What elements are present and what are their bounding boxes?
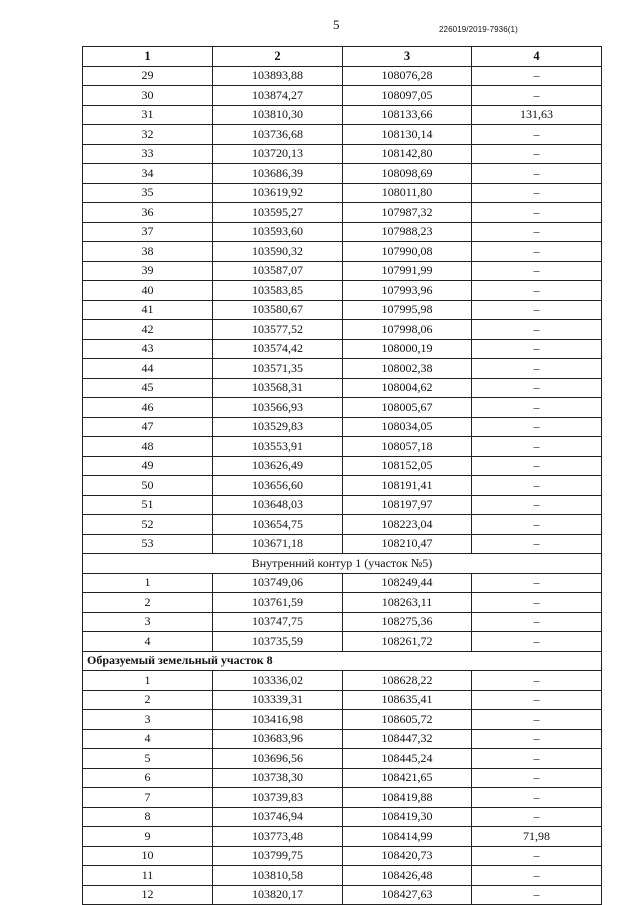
y-coordinate-cell: 108445,24	[343, 749, 472, 769]
distance-cell: –	[472, 768, 602, 788]
distance-cell: –	[472, 729, 602, 749]
y-coordinate-cell: 108133,66	[343, 105, 472, 125]
table-row	[83, 242, 602, 262]
y-coordinate-cell: 108210,47	[343, 534, 472, 554]
distance-cell: 131,63	[472, 105, 602, 125]
table-row	[83, 398, 602, 418]
point-number-cell: 44	[83, 359, 213, 379]
table-row	[83, 437, 602, 457]
table-row	[83, 144, 602, 164]
table-row	[83, 339, 602, 359]
x-coordinate-cell: 103553,91	[213, 437, 343, 457]
distance-cell: –	[472, 222, 602, 242]
x-coordinate-cell: 103810,58	[213, 866, 343, 886]
table-row	[83, 359, 602, 379]
y-coordinate-cell: 108249,44	[343, 573, 472, 593]
table-row	[83, 86, 602, 106]
x-coordinate-cell: 103773,48	[213, 827, 343, 847]
distance-cell: –	[472, 807, 602, 827]
distance-cell: –	[472, 437, 602, 457]
x-coordinate-cell: 103874,27	[213, 86, 343, 106]
distance-cell: –	[472, 281, 602, 301]
x-coordinate-cell: 103720,13	[213, 144, 343, 164]
column-header: 3	[343, 47, 472, 67]
point-number-cell: 34	[83, 164, 213, 184]
y-coordinate-cell: 108142,80	[343, 144, 472, 164]
point-number-cell: 7	[83, 788, 213, 808]
table-row	[83, 417, 602, 437]
table-body	[83, 66, 602, 905]
y-coordinate-cell: 107993,96	[343, 281, 472, 301]
y-coordinate-cell: 108034,05	[343, 417, 472, 437]
point-number-cell: 8	[83, 807, 213, 827]
y-coordinate-cell: 108002,38	[343, 359, 472, 379]
distance-cell: –	[472, 632, 602, 652]
point-number-cell: 10	[83, 846, 213, 866]
point-number-cell: 46	[83, 398, 213, 418]
x-coordinate-cell: 103810,30	[213, 105, 343, 125]
y-coordinate-cell: 108197,97	[343, 495, 472, 515]
point-number-cell: 30	[83, 86, 213, 106]
y-coordinate-cell: 107995,98	[343, 300, 472, 320]
distance-cell: –	[472, 495, 602, 515]
table-row	[83, 378, 602, 398]
point-number-cell: 31	[83, 105, 213, 125]
point-number-cell: 2	[83, 593, 213, 613]
table-row	[83, 164, 602, 184]
table-row	[83, 495, 602, 515]
table-row	[83, 125, 602, 145]
point-number-cell: 29	[83, 66, 213, 86]
point-number-cell: 32	[83, 125, 213, 145]
y-coordinate-cell: 108419,30	[343, 807, 472, 827]
distance-cell: –	[472, 690, 602, 710]
point-number-cell: 11	[83, 866, 213, 886]
point-number-cell: 47	[83, 417, 213, 437]
page-number: 5	[333, 17, 340, 32]
y-coordinate-cell: 107987,32	[343, 203, 472, 223]
x-coordinate-cell: 103619,92	[213, 183, 343, 203]
distance-cell: –	[472, 476, 602, 496]
table-header-row	[83, 47, 602, 67]
point-number-cell: 45	[83, 378, 213, 398]
distance-cell: 71,98	[472, 827, 602, 847]
y-coordinate-cell: 108421,65	[343, 768, 472, 788]
table-row	[83, 203, 602, 223]
point-number-cell: 38	[83, 242, 213, 262]
table-row	[83, 710, 602, 730]
point-number-cell: 41	[83, 300, 213, 320]
table-row	[83, 222, 602, 242]
distance-cell: –	[472, 866, 602, 886]
point-number-cell: 6	[83, 768, 213, 788]
x-coordinate-cell: 103416,98	[213, 710, 343, 730]
point-number-cell: 40	[83, 281, 213, 301]
distance-cell: –	[472, 749, 602, 769]
y-coordinate-cell: 108263,11	[343, 593, 472, 613]
table-row	[83, 534, 602, 554]
y-coordinate-cell: 108447,32	[343, 729, 472, 749]
point-number-cell: 3	[83, 710, 213, 730]
table-row	[83, 768, 602, 788]
x-coordinate-cell: 103590,32	[213, 242, 343, 262]
x-coordinate-cell: 103336,02	[213, 671, 343, 691]
x-coordinate-cell: 103686,39	[213, 164, 343, 184]
x-coordinate-cell: 103893,88	[213, 66, 343, 86]
distance-cell: –	[472, 203, 602, 223]
y-coordinate-cell: 108605,72	[343, 710, 472, 730]
x-coordinate-cell: 103746,94	[213, 807, 343, 827]
x-coordinate-cell: 103593,60	[213, 222, 343, 242]
x-coordinate-cell: 103574,42	[213, 339, 343, 359]
distance-cell: –	[472, 846, 602, 866]
y-coordinate-cell: 108076,28	[343, 66, 472, 86]
table-row	[83, 320, 602, 340]
distance-cell: –	[472, 398, 602, 418]
y-coordinate-cell: 107991,99	[343, 261, 472, 281]
distance-cell: –	[472, 144, 602, 164]
x-coordinate-cell: 103580,67	[213, 300, 343, 320]
distance-cell: –	[472, 242, 602, 262]
point-number-cell: 53	[83, 534, 213, 554]
y-coordinate-cell: 107988,23	[343, 222, 472, 242]
table-row	[83, 593, 602, 613]
distance-cell: –	[472, 710, 602, 730]
distance-cell: –	[472, 612, 602, 632]
x-coordinate-cell: 103626,49	[213, 456, 343, 476]
x-coordinate-cell: 103738,30	[213, 768, 343, 788]
x-coordinate-cell: 103566,93	[213, 398, 343, 418]
x-coordinate-cell: 103747,75	[213, 612, 343, 632]
x-coordinate-cell: 103577,52	[213, 320, 343, 340]
point-number-cell: 2	[83, 690, 213, 710]
section-header-row	[83, 554, 602, 574]
distance-cell: –	[472, 339, 602, 359]
table-row	[83, 729, 602, 749]
table-row	[83, 671, 602, 691]
y-coordinate-cell: 108426,48	[343, 866, 472, 886]
point-number-cell: 49	[83, 456, 213, 476]
x-coordinate-cell: 103749,06	[213, 573, 343, 593]
y-coordinate-cell: 108419,88	[343, 788, 472, 808]
point-number-cell: 39	[83, 261, 213, 281]
x-coordinate-cell: 103648,03	[213, 495, 343, 515]
point-number-cell: 33	[83, 144, 213, 164]
table-row	[83, 846, 602, 866]
x-coordinate-cell: 103761,59	[213, 593, 343, 613]
distance-cell: –	[472, 261, 602, 281]
x-coordinate-cell: 103339,31	[213, 690, 343, 710]
point-number-cell: 52	[83, 515, 213, 535]
point-number-cell: 9	[83, 827, 213, 847]
y-coordinate-cell: 108152,05	[343, 456, 472, 476]
y-coordinate-cell: 108097,05	[343, 86, 472, 106]
point-number-cell: 42	[83, 320, 213, 340]
y-coordinate-cell: 107990,08	[343, 242, 472, 262]
distance-cell: –	[472, 320, 602, 340]
column-header: 1	[83, 47, 213, 67]
table-row	[83, 866, 602, 886]
x-coordinate-cell: 103656,60	[213, 476, 343, 496]
x-coordinate-cell: 103820,17	[213, 885, 343, 905]
point-number-cell: 36	[83, 203, 213, 223]
table-row	[83, 807, 602, 827]
x-coordinate-cell: 103529,83	[213, 417, 343, 437]
x-coordinate-cell: 103595,27	[213, 203, 343, 223]
table-row	[83, 515, 602, 535]
table-row	[83, 456, 602, 476]
x-coordinate-cell: 103587,07	[213, 261, 343, 281]
x-coordinate-cell: 103739,83	[213, 788, 343, 808]
y-coordinate-cell: 108414,99	[343, 827, 472, 847]
y-coordinate-cell: 108005,67	[343, 398, 472, 418]
table-row	[83, 690, 602, 710]
point-number-cell: 51	[83, 495, 213, 515]
table-row	[83, 281, 602, 301]
point-number-cell: 35	[83, 183, 213, 203]
point-number-cell: 4	[83, 729, 213, 749]
y-coordinate-cell: 108000,19	[343, 339, 472, 359]
distance-cell: –	[472, 86, 602, 106]
table-row	[83, 66, 602, 86]
distance-cell: –	[472, 183, 602, 203]
x-coordinate-cell: 103735,59	[213, 632, 343, 652]
point-number-cell: 48	[83, 437, 213, 457]
x-coordinate-cell: 103683,96	[213, 729, 343, 749]
x-coordinate-cell: 103799,75	[213, 846, 343, 866]
distance-cell: –	[472, 456, 602, 476]
distance-cell: –	[472, 359, 602, 379]
x-coordinate-cell: 103696,56	[213, 749, 343, 769]
column-header: 4	[472, 47, 602, 67]
column-header: 2	[213, 47, 343, 67]
y-coordinate-cell: 108130,14	[343, 125, 472, 145]
table-row	[83, 261, 602, 281]
table-row	[83, 827, 602, 847]
y-coordinate-cell: 108427,63	[343, 885, 472, 905]
y-coordinate-cell: 108420,73	[343, 846, 472, 866]
distance-cell: –	[472, 417, 602, 437]
point-number-cell: 50	[83, 476, 213, 496]
y-coordinate-cell: 108004,62	[343, 378, 472, 398]
y-coordinate-cell: 108191,41	[343, 476, 472, 496]
x-coordinate-cell: 103654,75	[213, 515, 343, 535]
x-coordinate-cell: 103568,31	[213, 378, 343, 398]
table-row	[83, 105, 602, 125]
table-row	[83, 573, 602, 593]
point-number-cell: 1	[83, 671, 213, 691]
y-coordinate-cell: 107998,06	[343, 320, 472, 340]
distance-cell: –	[472, 300, 602, 320]
section-title: Образуемый земельный участок 8	[83, 651, 602, 671]
point-number-cell: 1	[83, 573, 213, 593]
distance-cell: –	[472, 671, 602, 691]
x-coordinate-cell: 103736,68	[213, 125, 343, 145]
point-number-cell: 12	[83, 885, 213, 905]
distance-cell: –	[472, 515, 602, 535]
table-row	[83, 476, 602, 496]
distance-cell: –	[472, 885, 602, 905]
y-coordinate-cell: 108098,69	[343, 164, 472, 184]
distance-cell: –	[472, 164, 602, 184]
section-header-row	[83, 651, 602, 671]
table-row	[83, 183, 602, 203]
x-coordinate-cell: 103571,35	[213, 359, 343, 379]
distance-cell: –	[472, 66, 602, 86]
point-number-cell: 5	[83, 749, 213, 769]
y-coordinate-cell: 108057,18	[343, 437, 472, 457]
distance-cell: –	[472, 378, 602, 398]
point-number-cell: 4	[83, 632, 213, 652]
distance-cell: –	[472, 534, 602, 554]
table-row	[83, 885, 602, 905]
coordinates-table	[82, 46, 602, 905]
y-coordinate-cell: 108223,04	[343, 515, 472, 535]
document-code: 226019/2019-7936(1)	[439, 25, 518, 34]
point-number-cell: 37	[83, 222, 213, 242]
x-coordinate-cell: 103671,18	[213, 534, 343, 554]
point-number-cell: 43	[83, 339, 213, 359]
x-coordinate-cell: 103583,85	[213, 281, 343, 301]
point-number-cell: 3	[83, 612, 213, 632]
table-row	[83, 788, 602, 808]
table-row	[83, 300, 602, 320]
distance-cell: –	[472, 593, 602, 613]
table-row	[83, 632, 602, 652]
distance-cell: –	[472, 125, 602, 145]
y-coordinate-cell: 108628,22	[343, 671, 472, 691]
y-coordinate-cell: 108635,41	[343, 690, 472, 710]
y-coordinate-cell: 108275,36	[343, 612, 472, 632]
y-coordinate-cell: 108261,72	[343, 632, 472, 652]
y-coordinate-cell: 108011,80	[343, 183, 472, 203]
table-row	[83, 612, 602, 632]
distance-cell: –	[472, 788, 602, 808]
table-row	[83, 749, 602, 769]
distance-cell: –	[472, 573, 602, 593]
section-title: Внутренний контур 1 (участок №5)	[83, 554, 602, 574]
